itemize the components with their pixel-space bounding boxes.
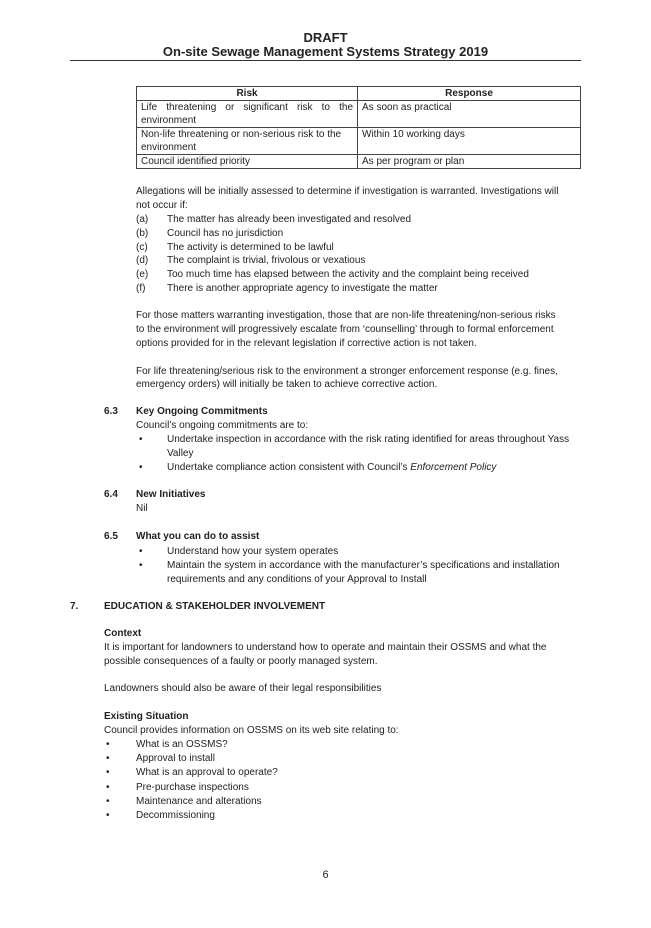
- header-title: On-site Sewage Management Systems Strategy 2019: [162, 44, 489, 59]
- allegations-line: not occur if:: [136, 200, 188, 211]
- col-risk: Risk: [137, 87, 358, 101]
- paragraph-line: emergency orders) will initially be taken to achieve corrective action.: [136, 379, 438, 390]
- paragraph-line: to the environment will progressively escalate from ‘counselling’ through to formal enforcement: [136, 324, 554, 335]
- bullet-text: Understand how your system operates: [167, 546, 339, 557]
- table-cell-risk: [137, 128, 358, 155]
- section-intro: Council’s ongoing commitments are to:: [136, 420, 309, 431]
- list-item: There is another appropriate agency to investigate the matter: [167, 283, 438, 294]
- list-item: Maintenance and alterations: [136, 796, 262, 807]
- paragraph-line: Landowners should also be aware of their legal responsibilities: [104, 683, 382, 694]
- list-item: Pre-purchase inspections: [136, 782, 249, 793]
- list-item: Approval to install: [136, 753, 215, 764]
- cell-text: environment: [141, 142, 197, 153]
- paragraph-line: options provided for in the relevant legislation if corrective action is not taken.: [136, 338, 477, 349]
- allegations-line: Allegations will be initially assessed to determine if investigation is warranted. Investigations will: [136, 186, 559, 197]
- bullet-text: Valley: [167, 448, 194, 459]
- table-header-row: [137, 87, 581, 101]
- section-body: Nil: [136, 503, 148, 514]
- subheading: Context: [104, 628, 142, 639]
- list-item: The complaint is trivial, frivolous or vexatious: [167, 255, 366, 266]
- table-cell-response: As soon as practical: [358, 101, 581, 128]
- cell-text: environment: [141, 115, 197, 126]
- table-row: [137, 128, 581, 155]
- list-item: The activity is determined to be lawful: [167, 242, 334, 253]
- bullet-icon: •: [106, 782, 110, 793]
- list-key: (d): [136, 255, 149, 266]
- table-cell-response: Within 10 working days: [358, 128, 581, 155]
- list-key: (f): [136, 283, 146, 294]
- header-rule: [70, 60, 581, 61]
- bullet-icon: •: [139, 462, 143, 473]
- risk-response-table: [136, 86, 581, 169]
- section-number: 6.4: [104, 489, 118, 500]
- list-item: What is an OSSMS?: [136, 739, 228, 750]
- section-number: 7.: [70, 601, 79, 612]
- list-key: (b): [136, 228, 149, 239]
- section-number: 6.5: [104, 531, 118, 542]
- col-response: Response: [358, 87, 581, 101]
- list-item: The matter has already been investigated and resolved: [167, 214, 412, 225]
- bullet-icon: •: [139, 560, 143, 571]
- cell-text: Life threatening or significant risk to the: [141, 102, 353, 113]
- paragraph-line: possible consequences of a faulty or poorly managed system.: [104, 656, 378, 667]
- bullet-text: requirements and any conditions of your Approval to Install: [167, 574, 427, 585]
- list-item: Decommissioning: [136, 810, 215, 821]
- section-title: EDUCATION & STAKEHOLDER INVOLVEMENT: [104, 601, 326, 612]
- section-title: New Initiatives: [136, 489, 206, 500]
- paragraph-line: For life threatening/serious risk to the environment a stronger enforcement response (e.g. fines,: [136, 366, 558, 377]
- subheading: Existing Situation: [104, 711, 189, 722]
- enforcement-policy-title: Enforcement Policy: [410, 462, 497, 473]
- bullet-icon: •: [106, 796, 110, 807]
- bullet-icon: •: [106, 810, 110, 821]
- bullet-icon: •: [139, 434, 143, 445]
- bullet-icon: •: [106, 767, 110, 778]
- header-draft: DRAFT: [303, 30, 348, 45]
- list-key: (c): [136, 242, 148, 253]
- table-row: [137, 101, 581, 128]
- paragraph-line: For those matters warranting investigation, those that are non-life threatening/non-serious risks: [136, 310, 556, 321]
- section-title: What you can do to assist: [136, 531, 260, 542]
- table-cell-response: As per program or plan: [358, 155, 581, 169]
- section-number: 6.3: [104, 406, 118, 417]
- paragraph-line: It is important for landowners to understand how to operate and maintain their OSSMS and what the: [104, 642, 547, 653]
- list-key: (a): [136, 214, 149, 225]
- bullet-text-plain: Undertake compliance action consistent with Council’s: [167, 462, 408, 473]
- table-row: [137, 155, 581, 169]
- list-item: Too much time has elapsed between the activity and the complaint being received: [167, 269, 529, 280]
- list-item: What is an approval to operate?: [136, 767, 278, 778]
- bullet-text: [167, 461, 496, 475]
- paragraph-line: Council provides information on OSSMS on its web site relating to:: [104, 725, 399, 736]
- cell-text: Non-life threatening or non-serious risk to the: [141, 129, 342, 140]
- bullet-icon: •: [106, 739, 110, 750]
- bullet-text: Undertake inspection in accordance with the risk rating identified for areas throughout Yass: [167, 434, 570, 445]
- section-title: Key Ongoing Commitments: [136, 406, 268, 417]
- list-item: Council has no jurisdiction: [167, 228, 284, 239]
- bullet-icon: •: [139, 546, 143, 557]
- page-number: 6: [322, 869, 329, 881]
- bullet-icon: •: [106, 753, 110, 764]
- table-cell-risk: [137, 101, 358, 128]
- bullet-text: Maintain the system in accordance with the manufacturer’s specifications and installation: [167, 560, 560, 571]
- table-cell-risk: Council identified priority: [137, 155, 358, 169]
- list-key: (e): [136, 269, 149, 280]
